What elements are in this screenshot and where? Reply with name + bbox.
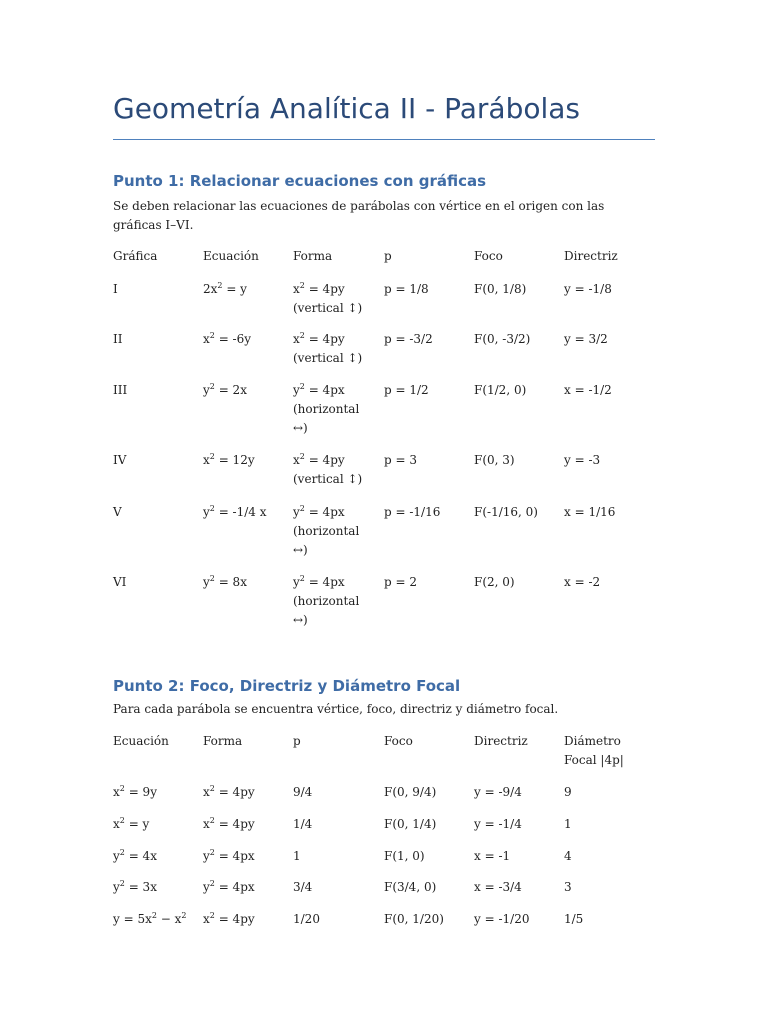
table1-cell: F(0, -3/2) [474, 332, 531, 346]
table2-cell: F(0, 1/4) [384, 817, 437, 831]
table2-cell: F(0, 9/4) [384, 785, 437, 799]
table2-column-header: Foco [384, 734, 413, 748]
table1-cell: p = -3/2 [384, 332, 433, 346]
table2-cell: 3/4 [293, 880, 313, 894]
table1-cell: p = 1/2 [384, 383, 429, 397]
table2-cell: y = -1/4 [474, 817, 522, 831]
table1-cell: F(2, 0) [474, 575, 515, 589]
table2-cell: F(0, 1/20) [384, 912, 444, 926]
table1-column-header: Ecuación [203, 249, 259, 263]
table2-cell: $y^2 = 3x$ [113, 879, 157, 894]
table2-cell: $x^2 = 9y$ [113, 784, 157, 799]
table2-cell: x = -3/4 [474, 880, 522, 894]
table2-cell: 1 [564, 817, 572, 831]
table2-cell: 9/4 [293, 785, 313, 799]
table1-column-header: Gráfica [113, 249, 158, 263]
table2-cell: $y^2 = 4x$ [113, 848, 157, 863]
table2-cell: $x^2 = 4py$ [203, 911, 255, 926]
table2-cell: 1/4 [293, 817, 313, 831]
table1-column-header: Forma [293, 249, 333, 263]
table1-column-header: Directriz [564, 249, 618, 263]
table2-cell: $y^2 = 4px$ [203, 848, 255, 863]
table1-cell: $x^2 = -6y$ [203, 331, 252, 346]
table2-column-header: Directriz [474, 734, 528, 748]
table2-cell: x = -1 [474, 849, 511, 863]
table1-cell: $x^2 = 4py$ (vertical ↕) [293, 452, 363, 486]
title-divider [113, 139, 655, 140]
table1-cell: $2x^2 = y$ [203, 281, 247, 296]
table1-cell: $y^2 = 8x$ [203, 574, 247, 589]
page-title: Geometría Analítica II - Parábolas [113, 92, 581, 125]
table2-cell: $x^2 = 4py$ [203, 784, 255, 799]
table1-cell: x = 1/16 [564, 505, 616, 519]
table1-cell: p = 2 [384, 575, 417, 589]
table1-cell: p = 3 [384, 453, 417, 467]
table2-cell: 1/5 [564, 912, 584, 926]
table2-cell: 3 [564, 880, 572, 894]
table1-cell: I [113, 282, 118, 296]
table1-cell: F(0, 1/8) [474, 282, 527, 296]
table2-cell: y = -9/4 [474, 785, 522, 799]
table2-column-header: p [293, 734, 301, 748]
table1-cell: $x^2 = 4py$ (vertical ↕) [293, 281, 363, 315]
table2-column-header: Forma [203, 734, 243, 748]
table1-cell: p = -1/16 [384, 505, 441, 519]
section2-heading: Punto 2: Foco, Directriz y Diámetro Focal [113, 677, 461, 695]
table1-cell: II [113, 332, 123, 346]
section1-heading: Punto 1: Relacionar ecuaciones con gráficas [113, 172, 487, 190]
table2-cell: 9 [564, 785, 572, 799]
table2-column-header: Diámetro Focal |4p| [564, 734, 624, 767]
table1-cell: $y^2 = -1/4$ x [203, 504, 267, 519]
table2-column-header: Ecuación [113, 734, 169, 748]
table1-cell: F(1/2, 0) [474, 383, 527, 397]
table1-cell: y = -1/8 [564, 282, 612, 296]
table1-cell: III [113, 383, 128, 397]
table2-cell: $x^2 = 4py$ [203, 816, 255, 831]
section1-intro: Se deben relacionar las ecuaciones de parábolas con vértice en el origen con las gráficas I–VI. [113, 199, 605, 232]
table1-cell: x = -2 [564, 575, 601, 589]
table2-cell: F(3/4, 0) [384, 880, 437, 894]
table1-cell: F(-1/16, 0) [474, 505, 538, 519]
section2-intro: Para cada parábola se encuentra vértice, foco, directriz y diámetro focal. [113, 702, 559, 716]
table1-cell: $y^2 = 4px$ (horizontal ↔) [293, 382, 360, 435]
table1-cell: y = 3/2 [564, 332, 608, 346]
table2-cell: 4 [564, 849, 572, 863]
table1-cell: $x^2 = 12y$ [203, 452, 255, 467]
table2-cell: $y^2 = 4px$ [203, 879, 255, 894]
table1-cell: VI [113, 575, 127, 589]
table1-cell: p = 1/8 [384, 282, 429, 296]
table1-column-header: p [384, 249, 392, 263]
table1-cell: y = -3 [564, 453, 601, 467]
table2-cell: y = -1/20 [474, 912, 530, 926]
table1-cell: $y^2 = 2x$ [203, 382, 247, 397]
table2-cell: 1 [293, 849, 301, 863]
table1-cell: V [113, 505, 122, 519]
table1-column-header: Foco [474, 249, 503, 263]
table2-cell: $x^2 = y$ [113, 816, 150, 831]
table1-cell: $x^2 = 4py$ (vertical ↕) [293, 331, 363, 365]
table2-cell: $y = 5x^2 - x^2$ [113, 911, 187, 926]
table2-cell: 1/20 [293, 912, 320, 926]
table1-cell: $y^2 = 4px$ (horizontal ↔) [293, 504, 360, 557]
table1-cell: $y^2 = 4px$ (horizontal ↔) [293, 574, 360, 627]
table1-cell: F(0, 3) [474, 453, 515, 467]
table1-cell: IV [113, 453, 127, 467]
table2-cell: F(1, 0) [384, 849, 425, 863]
table1-cell: x = -1/2 [564, 383, 612, 397]
